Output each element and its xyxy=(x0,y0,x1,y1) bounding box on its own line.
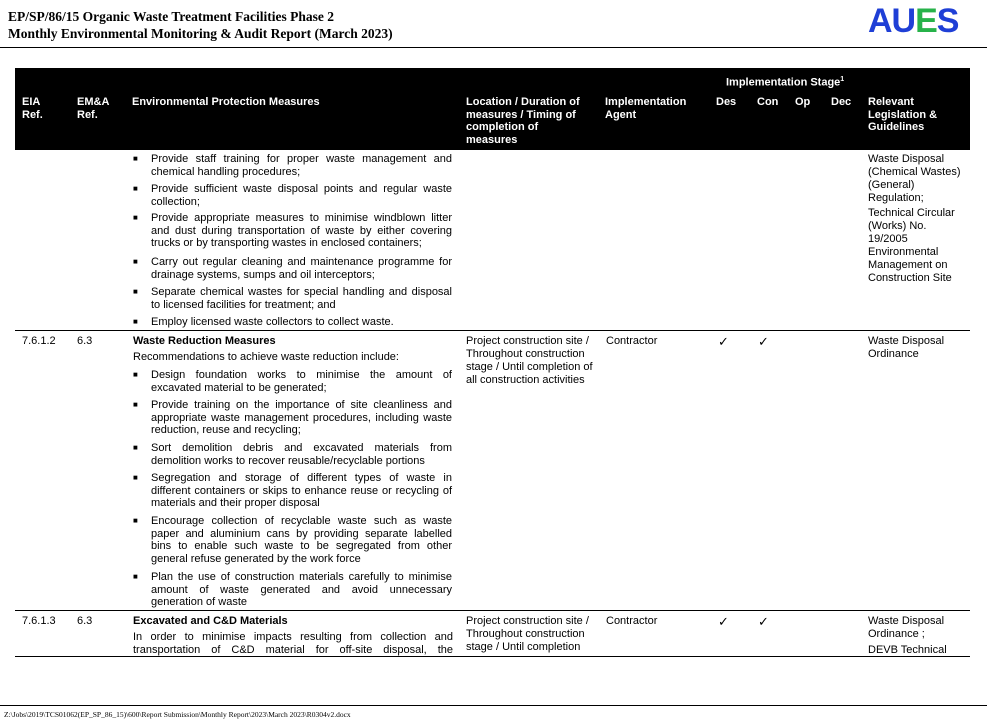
legislation-text: Waste Disposal (Chemical Wastes) (General) Regulation; xyxy=(868,153,961,204)
ema-ref: 6.3 xyxy=(77,615,93,627)
legislation-text: Technical Circular (Works) No. 19/2005 Environmental Management on Construction Site xyxy=(868,207,955,284)
list-item: ■ Provide staff training for proper waste management and chemical handling procedures; xyxy=(133,153,452,178)
footer-file-path: Z:\Jobs\2019\TCS01062(EP_SP_86_15)\600\Report Submission\Monthly Report\2023\March 2023\R0304v2.docx xyxy=(4,710,351,719)
footer-rule xyxy=(0,705,987,706)
col-legislation: Relevant Legislation & Guidelines xyxy=(868,96,938,133)
check-mark-con: ✓ xyxy=(758,334,769,349)
list-item: ■ Separate chemical wastes for special handling and disposal to licensed facilities for treatment; and xyxy=(133,286,452,311)
col-dec: Dec xyxy=(831,96,852,108)
col-location: Location / Duration of measures / Timing of completion of measures xyxy=(466,96,580,146)
list-item: ■ Provide training on the importance of site cleanliness and appropriate waste management procedures, including waste reduction, reuse and recycling; xyxy=(133,399,452,437)
col-agent: Implementation Agent xyxy=(605,96,687,121)
list-item: ■ Encourage collection of recyclable waste such as waste paper and aluminium cans by providing separate labelled bins to enable such waste to be segregated from other general refuse generated by the work force xyxy=(133,515,452,565)
col-eia-ref: EIA Ref. xyxy=(22,96,43,121)
list-item: ■ Provide sufficient waste disposal points and regular waste collection; xyxy=(133,183,452,208)
col-des: Des xyxy=(716,96,737,108)
check-mark-des: ✓ xyxy=(718,614,729,629)
measure-title: Excavated and C&D Materials xyxy=(133,615,288,627)
list-item: ■ Carry out regular cleaning and maintenance programme for drainage systems, sumps and oil interceptors; xyxy=(133,256,452,281)
row-divider xyxy=(15,330,970,331)
measure-intro: In order to minimise impacts resulting from collection and transportation of C&D material for off-site disposal, the xyxy=(133,631,453,656)
check-mark-con: ✓ xyxy=(758,614,769,629)
col-measures: Environmental Protection Measures xyxy=(132,96,320,108)
eia-ref: 7.6.1.3 xyxy=(22,615,56,627)
col-op: Op xyxy=(795,96,811,108)
legislation-text: Waste Disposal Ordinance ; xyxy=(868,615,945,640)
table-bottom-rule xyxy=(15,656,970,657)
table-header xyxy=(15,68,970,150)
col-ema-ref: EM&A Ref. xyxy=(77,96,109,121)
aues-logo: AUES xyxy=(868,2,959,40)
row-divider xyxy=(15,610,970,611)
implementation-agent: Contractor xyxy=(606,335,658,347)
col-con: Con xyxy=(757,96,779,108)
measure-intro: Recommendations to achieve waste reduction include: xyxy=(133,351,399,363)
report-title-line-2: Monthly Environmental Monitoring & Audit Report (March 2023) xyxy=(8,26,393,41)
implementation-agent: Contractor xyxy=(606,615,658,627)
list-item: ■ Employ licensed waste collectors to collect waste. xyxy=(133,316,394,328)
check-mark-des: ✓ xyxy=(718,334,729,349)
measure-title: Waste Reduction Measures xyxy=(133,335,276,347)
header-rule xyxy=(0,47,987,48)
list-item: ■ Sort demolition debris and excavated materials from demolition works to recover reusable/recyclable portions xyxy=(133,442,452,467)
report-title-line-1: EP/SP/86/15 Organic Waste Treatment Facilities Phase 2 xyxy=(8,9,334,24)
list-item: ■ Provide appropriate measures to minimise windblown litter and dust during transportation of waste by either covering trucks or by transporting wastes in enclosed containers; xyxy=(133,212,452,250)
col-implementation-stage: Implementation Stage$^1$ xyxy=(726,76,845,89)
list-item: ■ Design foundation works to minimise the amount of excavated material to be generated; xyxy=(133,369,452,394)
location-text: Project construction site / Throughout construction stage / Until completion xyxy=(466,615,589,653)
legislation-text: DEVB Technical xyxy=(868,644,947,656)
list-item: ■ Plan the use of construction materials carefully to minimise amount of waste generated and avoid unnecessary generation of waste xyxy=(133,571,452,609)
location-text: Project construction site / Throughout construction stage / Until completion of all construction activities xyxy=(466,335,593,386)
eia-ref: 7.6.1.2 xyxy=(22,335,56,347)
list-item: ■ Segregation and storage of different types of waste in different containers or skips to enhance reuse or recycling of materials and their proper disposal xyxy=(133,472,452,510)
legislation-text: Waste Disposal Ordinance xyxy=(868,335,945,360)
ema-ref: 6.3 xyxy=(77,335,93,347)
